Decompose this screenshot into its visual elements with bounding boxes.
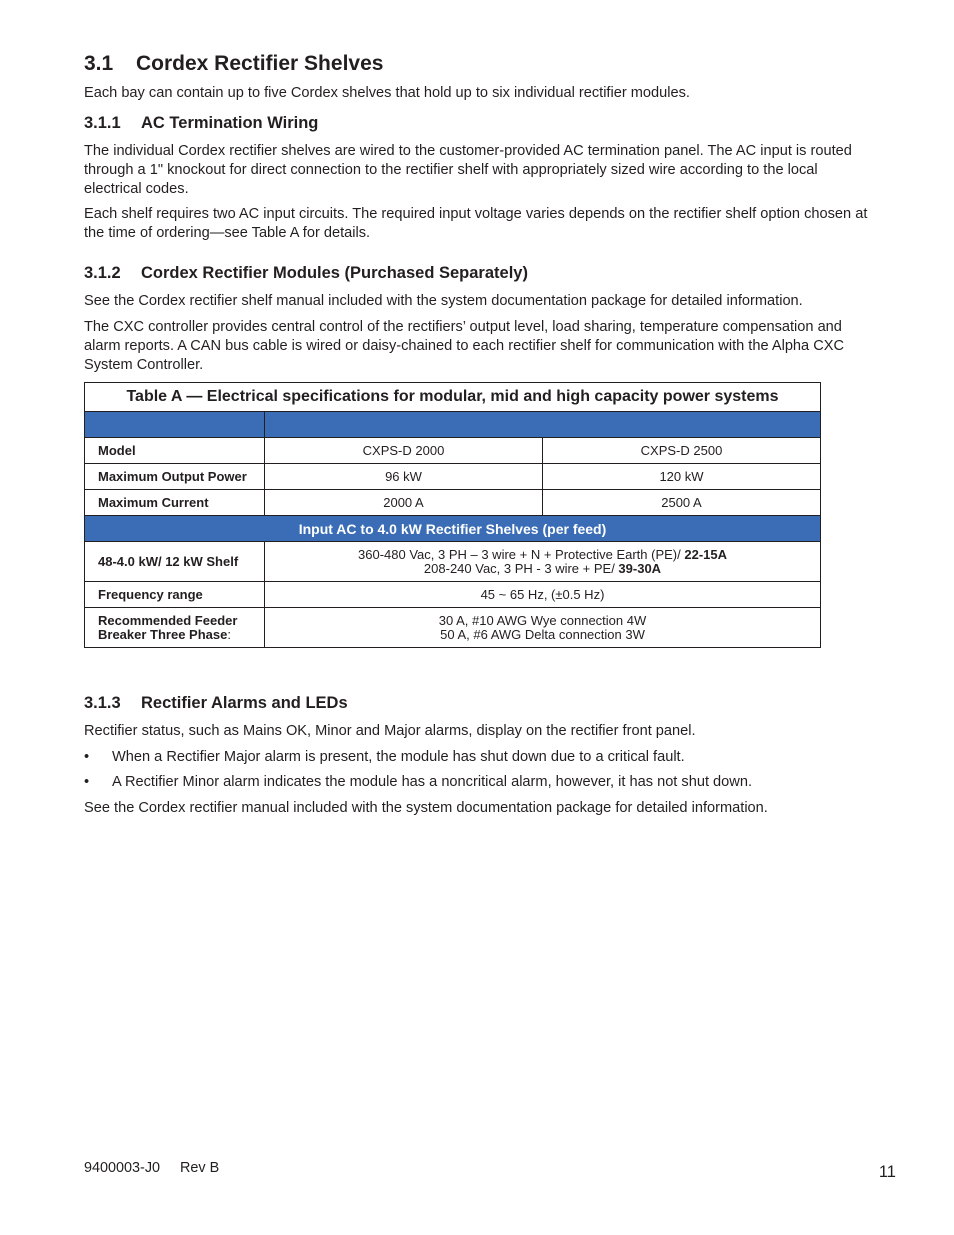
subsection-heading-alarms: 3.1.3 Rectifier Alarms and LEDs xyxy=(84,694,348,712)
paragraph: See the Cordex rectifier manual included with the system documentation package for detailed information. xyxy=(84,800,768,816)
paragraph: The CXC controller provides central control of the rectifiers’ output level, load sharing, temperature compensation and alarm reports. A CAN bus cable is wired or daisy-chained to each rectifier shelf for communication with the Alpha CXC System Controller. xyxy=(84,319,845,373)
bullet-icon: • xyxy=(84,774,90,790)
table-row: Maximum Current 2000 A 2500 A xyxy=(85,490,821,516)
table-header-cell xyxy=(85,412,265,438)
table-caption: Table A — Electrical specifications for modular, mid and high capacity power systems xyxy=(85,383,821,412)
paragraph: Each shelf requires two AC input circuits. The required input voltage varies depends on the rectifier shelf option chosen at the time of ordering—see Table A for details. xyxy=(84,206,868,241)
table-header-cell xyxy=(265,412,821,438)
paragraph: The individual Cordex rectifier shelves are wired to the customer-provided AC termination panel. The AC input is routed through a 1" knockout for direct connection to the rectifier shelf with appropriately sized wire according to the local electrical codes. xyxy=(84,143,852,197)
paragraph: Rectifier status, such as Mains OK, Minor and Major alarms, display on the rectifier front panel. xyxy=(84,723,696,739)
bullet-icon: • xyxy=(84,749,90,765)
section-intro: Each bay can contain up to five Cordex shelves that hold up to six individual rectifier modules. xyxy=(84,85,690,101)
footer-doc-info: 9400003-J0 Rev B xyxy=(84,1160,220,1176)
section-heading: 3.1 Cordex Rectifier Shelves xyxy=(84,52,384,75)
table-row: 48-4.0 kW/ 12 kW Shelf 360-480 Vac, 3 PH – 3 wire + N + Protective Earth (PE)/ 22-15A 208-240 Vac, 3 PH - 3 wire + PE/ 39-30A xyxy=(85,542,821,582)
table-row: Maximum Output Power 96 kW 120 kW xyxy=(85,464,821,490)
table-row: Model CXPS-D 2000 CXPS-D 2500 xyxy=(85,438,821,464)
list-item: • A Rectifier Minor alarm indicates the module has a noncritical alarm, however, it has not shut down. xyxy=(84,774,753,790)
table-row: Frequency range 45 ~ 65 Hz, (±0.5 Hz) xyxy=(85,582,821,608)
page-number: 11 xyxy=(878,1163,896,1181)
paragraph: See the Cordex rectifier shelf manual included with the system documentation package for detailed information. xyxy=(84,293,803,309)
table-row: Recommended Feeder Breaker Three Phase: 30 A, #10 AWG Wye connection 4W 50 A, #6 AWG Delta connection 3W xyxy=(85,608,821,648)
input-ac-header: Input AC to 4.0 kW Rectifier Shelves (per feed) xyxy=(85,516,821,542)
list-item: • When a Rectifier Major alarm is present, the module has shut down due to a critical fault. xyxy=(84,749,685,765)
spec-table xyxy=(84,382,821,648)
subsection-heading-ac-termination: 3.1.1 AC Termination Wiring xyxy=(84,114,319,132)
subsection-heading-rectifier-modules: 3.1.2 Cordex Rectifier Modules (Purchased Separately) xyxy=(84,264,528,282)
